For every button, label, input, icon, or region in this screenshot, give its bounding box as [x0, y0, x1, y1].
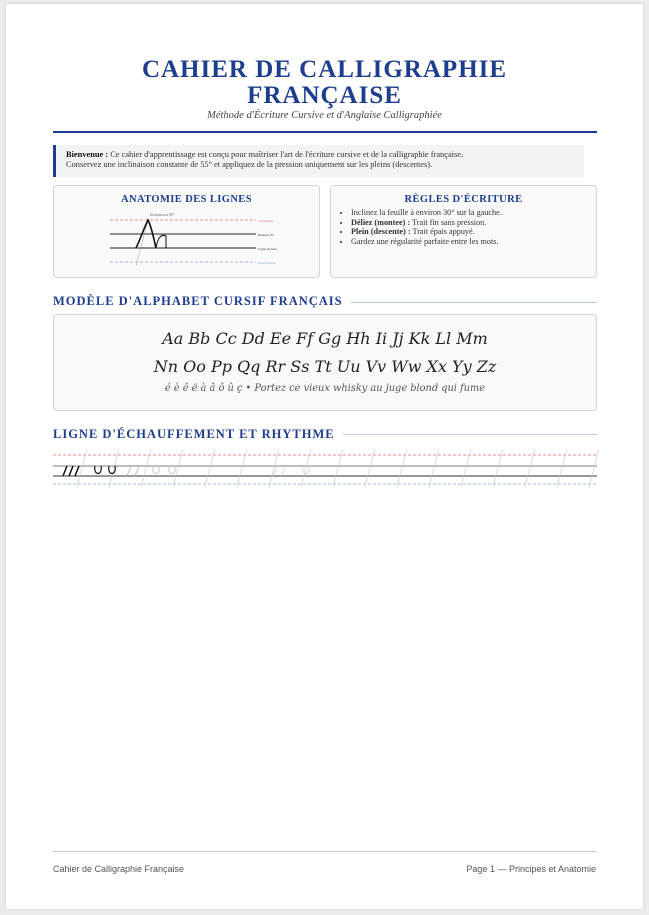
anatomy-card: [53, 185, 320, 278]
alphabet-heading-rule: [340, 302, 597, 303]
page-subtitle: Méthode d'Écriture Cursive et d'Anglaise Calligraphiée: [207, 110, 442, 121]
warmup-heading-rule: [335, 434, 597, 435]
alphabet-card: [53, 314, 597, 411]
anatomy-diagram: [106, 210, 277, 268]
descender-label: Descendante: [258, 261, 276, 265]
alphabet-line-2: Nn Oo Pp Qq Rr Ss Tt Uu Vv Ww Xx Yy Zz: [153, 357, 497, 376]
rule-item: [351, 237, 502, 247]
rule-text: Trait fin sans pression.: [410, 217, 487, 227]
anatomy-title: ANATOMIE DES LIGNES: [121, 194, 252, 205]
warmup-heading: LIGNE D'ÉCHAUFFEMENT ET RHYTHME: [53, 427, 343, 442]
rules-card: [330, 185, 597, 278]
page-title-line1: CAHIER DE CALLIGRAPHIE: [141, 56, 508, 83]
footer-divider: [53, 851, 597, 852]
rule-text: Inclinez la feuille à environ 30° sur la gauche.: [351, 208, 502, 217]
baseline-label: Ligne de base: [258, 247, 277, 251]
warmup-practice-lines: [53, 445, 597, 490]
rules-list: [339, 208, 502, 247]
x-height-label: Hauteur d'x: [258, 233, 274, 237]
title-divider: [53, 131, 597, 133]
rule-item: [351, 218, 502, 228]
ascender-label: Ascendante: [258, 219, 274, 223]
letter-stroke: [156, 235, 166, 248]
slant-label: Inclinaison 55°: [150, 212, 175, 217]
rules-title: RÈGLES D'ÉCRITURE: [404, 194, 523, 205]
welcome-line2: Conservez une inclinaison constante de 55° et appliquez de la pression uniquement sur les pleins (descentes).: [66, 160, 433, 169]
welcome-callout: [53, 145, 584, 177]
pangram-line: é è ê ë à â ô û ç • Portez ce vieux whisky au juge blond qui fume: [164, 383, 486, 394]
welcome-label: Bienvenue :: [66, 150, 109, 159]
rule-item: [351, 227, 502, 237]
rule-bold: Plein (descente) :: [351, 227, 411, 237]
rule-bold: Déliez (montee) :: [351, 217, 411, 227]
rule-text: Trait épais appuyé.: [410, 227, 475, 237]
rule-item: [351, 208, 502, 218]
alphabet-line-1: Aa Bb Cc Dd Ee Ff Gg Hh Ii Jj Kk Ll Mm: [162, 329, 488, 348]
rule-text: Gardez une régularité parfaite entre les mots.: [351, 237, 499, 247]
alphabet-heading: MODÈLE D'ALPHABET CURSIF FRANÇAIS: [53, 294, 351, 309]
welcome-line1: Ce cahier d'apprentissage est conçu pour maîtriser l'art de l'écriture cursive et de la calligraphie française.: [110, 150, 464, 159]
footer-title: Cahier de Calligraphie Française: [53, 864, 185, 874]
footer-page-info: Page 1 — Principes et Anatomie: [466, 864, 596, 874]
page-title-line2: FRANÇAISE: [247, 82, 402, 109]
